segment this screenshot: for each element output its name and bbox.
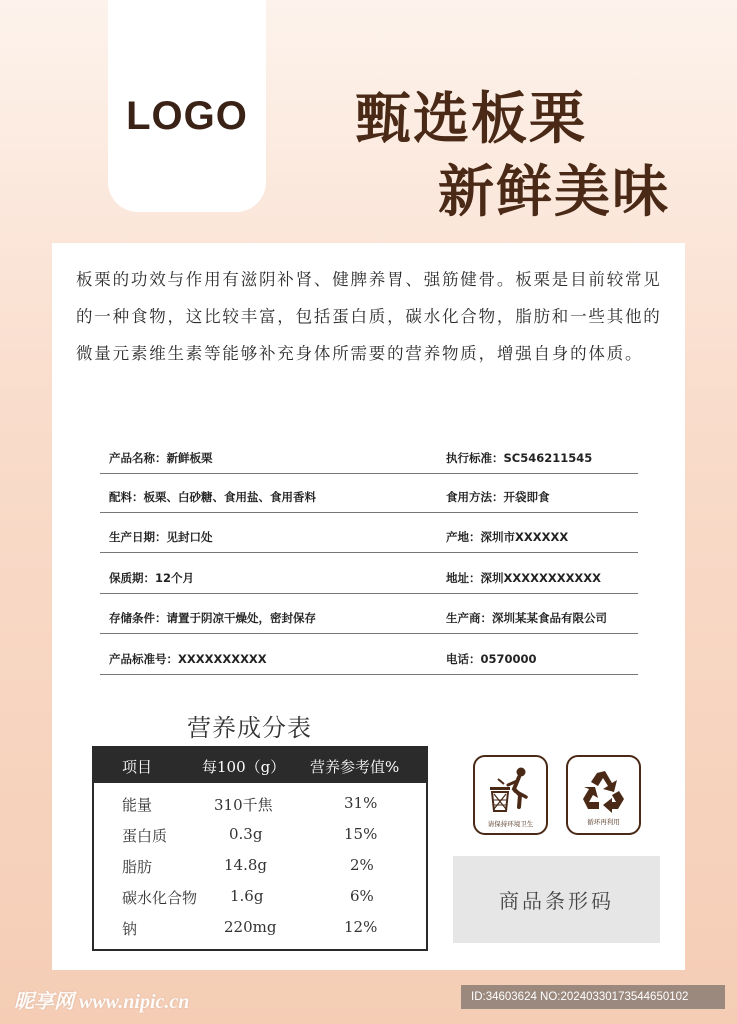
logo: LOGO [126, 93, 248, 138]
info-row [100, 554, 638, 594]
header-nrv: 营养参考值% [310, 758, 400, 776]
trash-sign [473, 755, 548, 835]
nutrient-name: 脂肪 [122, 858, 153, 876]
nutrient-name: 碳水化合物 [122, 889, 198, 907]
recycle-icon [579, 765, 629, 815]
headline-line-2: 新鲜美味 [438, 159, 670, 225]
info-row [100, 434, 638, 474]
nutrient-amount: 0.3g [229, 825, 263, 843]
nutrient-amount: 1.6g [230, 887, 264, 905]
nutrition-header [94, 748, 426, 783]
trash-caption: 请保持环境卫生 [487, 820, 534, 828]
info-row [100, 473, 638, 513]
trash-icon [486, 765, 536, 817]
phone: 电话：0570000 [446, 652, 537, 666]
nutrient-nrv: 15% [344, 825, 378, 843]
header-item: 项目 [122, 758, 153, 776]
nutrition-row [94, 882, 426, 913]
nutrient-amount: 14.8g [224, 856, 268, 874]
nutrient-amount: 310千焦 [214, 796, 273, 814]
watermark-id: ID:34603624 NO:20240330173544650102 [461, 985, 725, 1009]
header-per100: 每100（g） [202, 758, 286, 776]
production-date: 生产日期：见封口处 [109, 530, 213, 544]
nutrient-nrv: 12% [344, 918, 378, 936]
standard: 执行标准：SC546211545 [446, 451, 593, 465]
nutrient-name: 能量 [122, 796, 153, 814]
origin: 产地：深圳市XXXXXX [446, 530, 569, 544]
nutrient-nrv: 6% [350, 887, 374, 905]
barcode-placeholder: 商品条形码 [453, 856, 660, 943]
product-name: 产品名称：新鲜板栗 [109, 451, 213, 465]
recycle-caption: 循环再利用 [587, 818, 620, 826]
logo-card [108, 0, 266, 212]
address: 地址：深圳XXXXXXXXXXX [446, 571, 602, 585]
info-row [100, 513, 638, 553]
headline-line-1: 甄选板栗 [355, 86, 587, 152]
recycle-sign [566, 755, 641, 835]
nutrition-row [94, 851, 426, 882]
shelf-life: 保质期：12个月 [109, 571, 195, 585]
info-row [100, 594, 638, 634]
nutrition-table [92, 746, 428, 951]
nutrient-name: 钠 [122, 920, 138, 938]
nutrient-amount: 220mg [224, 918, 277, 936]
intro-paragraph: 板栗的功效与作用有滋阴补肾、健脾养胃、强筋健骨。板栗是目前较常见的一种食物，这比较丰富，包括蛋白质，碳水化合物，脂肪和一些其他的微量元素维生素等能够补充身体所需要的营养物质，增强自身的体质。 [76, 270, 662, 363]
nutrition-row [94, 913, 426, 944]
storage: 存储条件：请置于阴凉干燥处，密封保存 [109, 611, 316, 625]
product-standard-no: 产品标准号：XXXXXXXXXX [109, 652, 267, 666]
watermark-site: 昵享网 www.nipic.cn [14, 991, 190, 1013]
manufacturer: 生产商：深圳某某食品有限公司 [446, 611, 607, 625]
nutrient-nrv: 31% [344, 794, 378, 812]
ingredients: 配料：板栗、白砂糖、食用盐、食用香料 [109, 490, 316, 504]
nutrition-title: 营养成分表 [187, 714, 312, 742]
nutrition-row [94, 820, 426, 851]
usage: 食用方法：开袋即食 [446, 490, 550, 504]
nutrition-row [94, 789, 426, 820]
info-row [100, 635, 638, 675]
product-info-card [52, 243, 685, 970]
nutrient-nrv: 2% [350, 856, 374, 874]
nutrient-name: 蛋白质 [122, 827, 168, 845]
